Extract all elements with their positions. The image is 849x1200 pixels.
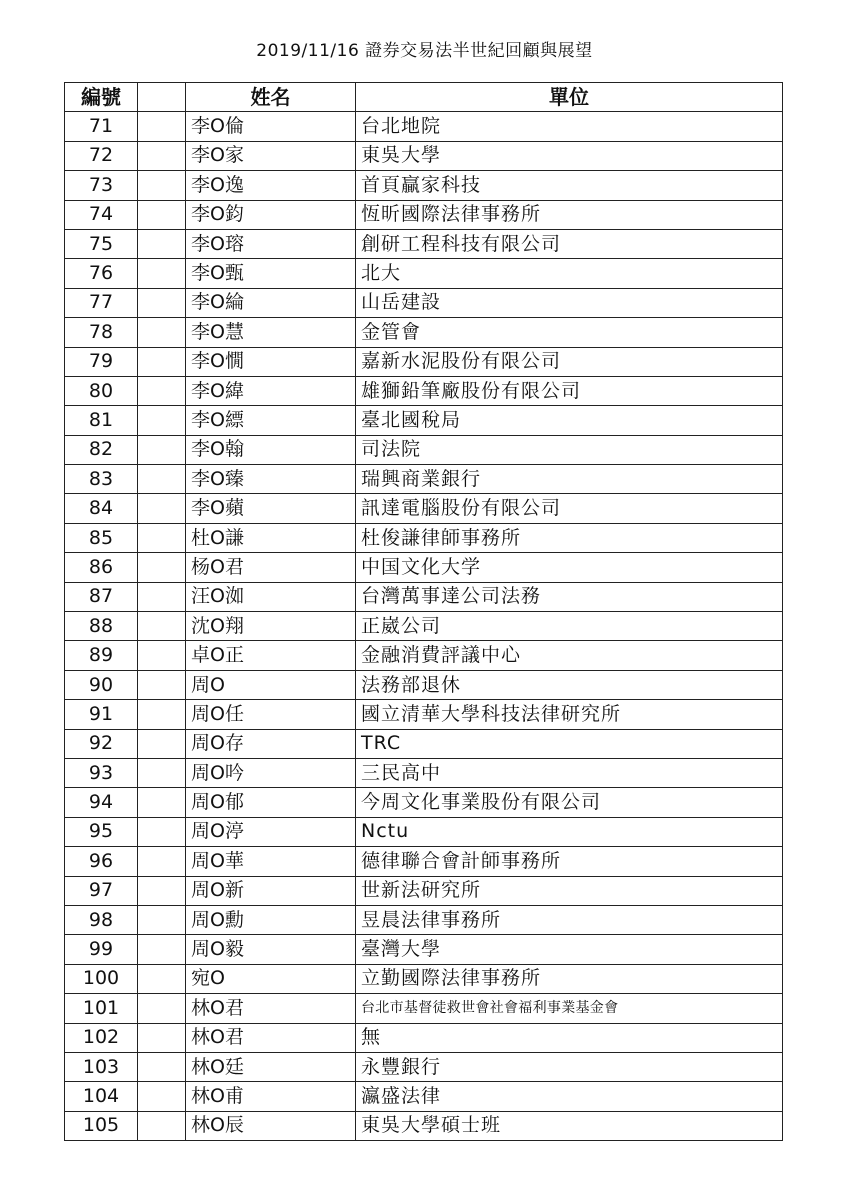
row-name: 李O縹 xyxy=(186,406,356,435)
row-blank-cell xyxy=(138,582,186,611)
row-name: 林O廷 xyxy=(186,1052,356,1081)
table-row xyxy=(65,435,783,464)
row-number: 90 xyxy=(65,670,138,699)
row-name: 周O任 xyxy=(186,700,356,729)
table-row xyxy=(65,112,783,141)
row-number: 88 xyxy=(65,612,138,641)
row-number: 105 xyxy=(65,1111,138,1140)
row-name: 李O甄 xyxy=(186,259,356,288)
row-name: 沈O翔 xyxy=(186,612,356,641)
table-body xyxy=(65,112,783,1141)
row-name: 李O逸 xyxy=(186,171,356,200)
row-unit: 正崴公司 xyxy=(356,612,783,641)
row-number: 81 xyxy=(65,406,138,435)
row-blank-cell xyxy=(138,994,186,1023)
table-row xyxy=(65,494,783,523)
page-title: 2019/11/16 證券交易法半世紀回顧與展望 xyxy=(256,41,593,61)
row-blank-cell xyxy=(138,847,186,876)
table-row xyxy=(65,347,783,376)
row-name: 李O臻 xyxy=(186,465,356,494)
row-name: 李O家 xyxy=(186,141,356,170)
row-number: 101 xyxy=(65,994,138,1023)
row-number: 73 xyxy=(65,171,138,200)
row-blank-cell xyxy=(138,612,186,641)
row-blank-cell xyxy=(138,435,186,464)
row-number: 82 xyxy=(65,435,138,464)
table-row xyxy=(65,376,783,405)
table-row xyxy=(65,847,783,876)
row-number: 104 xyxy=(65,1082,138,1111)
row-name: 李O慧 xyxy=(186,318,356,347)
table-row xyxy=(65,758,783,787)
row-name: 杜O謙 xyxy=(186,523,356,552)
row-unit: 東吳大學 xyxy=(356,141,783,170)
table-row xyxy=(65,612,783,641)
row-unit: 立勤國際法律事務所 xyxy=(356,964,783,993)
row-unit: 昱晨法律事務所 xyxy=(356,905,783,934)
row-number: 103 xyxy=(65,1052,138,1081)
row-blank-cell xyxy=(138,141,186,170)
row-number: 91 xyxy=(65,700,138,729)
row-unit: 臺灣大學 xyxy=(356,935,783,964)
header-number: 編號 xyxy=(65,83,138,112)
row-number: 71 xyxy=(65,112,138,141)
row-blank-cell xyxy=(138,259,186,288)
table-row xyxy=(65,876,783,905)
row-blank-cell xyxy=(138,1023,186,1052)
table-row xyxy=(65,788,783,817)
table-row xyxy=(65,523,783,552)
row-blank-cell xyxy=(138,935,186,964)
table-row xyxy=(65,994,783,1023)
row-unit: Nctu xyxy=(356,817,783,846)
row-unit: 北大 xyxy=(356,259,783,288)
row-unit: 杜俊謙律師事務所 xyxy=(356,523,783,552)
row-unit: 嘉新水泥股份有限公司 xyxy=(356,347,783,376)
row-unit: 訊達電腦股份有限公司 xyxy=(356,494,783,523)
row-name: 李O緯 xyxy=(186,376,356,405)
row-name: 周O勳 xyxy=(186,905,356,934)
row-number: 80 xyxy=(65,376,138,405)
row-unit: 世新法研究所 xyxy=(356,876,783,905)
row-unit: 恆昕國際法律事務所 xyxy=(356,200,783,229)
row-unit: 雄獅鉛筆廠股份有限公司 xyxy=(356,376,783,405)
row-name: 林O君 xyxy=(186,994,356,1023)
row-number: 94 xyxy=(65,788,138,817)
row-name: 卓O正 xyxy=(186,641,356,670)
row-name: 周O渟 xyxy=(186,817,356,846)
row-unit: 法務部退休 xyxy=(356,670,783,699)
row-unit: 司法院 xyxy=(356,435,783,464)
row-blank-cell xyxy=(138,376,186,405)
row-name: 李O倫 xyxy=(186,112,356,141)
table-row xyxy=(65,582,783,611)
row-number: 89 xyxy=(65,641,138,670)
row-name: 林O甫 xyxy=(186,1082,356,1111)
row-unit: 首頁贏家科技 xyxy=(356,171,783,200)
table-row xyxy=(65,641,783,670)
row-unit: 創研工程科技有限公司 xyxy=(356,229,783,258)
row-name: 周O新 xyxy=(186,876,356,905)
table-row xyxy=(65,1111,783,1140)
row-unit: 三民高中 xyxy=(356,758,783,787)
row-blank-cell xyxy=(138,1111,186,1140)
row-number: 83 xyxy=(65,465,138,494)
table-row xyxy=(65,1052,783,1081)
row-unit: 東吳大學碩士班 xyxy=(356,1111,783,1140)
row-blank-cell xyxy=(138,465,186,494)
table-row xyxy=(65,905,783,934)
row-unit: 德律聯合會計師事務所 xyxy=(356,847,783,876)
row-blank-cell xyxy=(138,112,186,141)
row-name: 李O憪 xyxy=(186,347,356,376)
row-blank-cell xyxy=(138,318,186,347)
table-row xyxy=(65,288,783,317)
header-unit: 單位 xyxy=(356,83,783,112)
row-name: 林O辰 xyxy=(186,1111,356,1140)
row-unit: 國立清華大學科技法律研究所 xyxy=(356,700,783,729)
row-number: 99 xyxy=(65,935,138,964)
table-row xyxy=(65,817,783,846)
row-number: 100 xyxy=(65,964,138,993)
row-blank-cell xyxy=(138,964,186,993)
table-row xyxy=(65,1082,783,1111)
row-blank-cell xyxy=(138,494,186,523)
row-blank-cell xyxy=(138,729,186,758)
row-number: 102 xyxy=(65,1023,138,1052)
row-number: 72 xyxy=(65,141,138,170)
row-unit: 金融消費評議中心 xyxy=(356,641,783,670)
table-row xyxy=(65,964,783,993)
table-row xyxy=(65,141,783,170)
row-name: 周O吟 xyxy=(186,758,356,787)
row-blank-cell xyxy=(138,553,186,582)
row-unit: 瑞興商業銀行 xyxy=(356,465,783,494)
row-name: 李O翰 xyxy=(186,435,356,464)
row-unit: 台灣萬事達公司法務 xyxy=(356,582,783,611)
row-name: 李O瑢 xyxy=(186,229,356,258)
row-blank-cell xyxy=(138,817,186,846)
table-row xyxy=(65,670,783,699)
table-row xyxy=(65,553,783,582)
row-number: 85 xyxy=(65,523,138,552)
table-row xyxy=(65,318,783,347)
row-blank-cell xyxy=(138,700,186,729)
row-unit: 瀛盛法律 xyxy=(356,1082,783,1111)
table-row xyxy=(65,1023,783,1052)
row-name: 李O綸 xyxy=(186,288,356,317)
row-blank-cell xyxy=(138,1052,186,1081)
table-row xyxy=(65,259,783,288)
header-blank xyxy=(138,83,186,112)
row-unit: TRC xyxy=(356,729,783,758)
table-header-row xyxy=(65,83,783,112)
row-unit: 無 xyxy=(356,1023,783,1052)
row-blank-cell xyxy=(138,229,186,258)
row-blank-cell xyxy=(138,788,186,817)
row-name: 李O鈞 xyxy=(186,200,356,229)
table-row xyxy=(65,229,783,258)
row-unit: 金管會 xyxy=(356,318,783,347)
row-name: 周O xyxy=(186,670,356,699)
row-name: 宛O xyxy=(186,964,356,993)
row-blank-cell xyxy=(138,171,186,200)
row-blank-cell xyxy=(138,523,186,552)
row-blank-cell xyxy=(138,758,186,787)
row-blank-cell xyxy=(138,905,186,934)
header-name: 姓名 xyxy=(186,83,356,112)
row-number: 96 xyxy=(65,847,138,876)
row-blank-cell xyxy=(138,288,186,317)
row-number: 77 xyxy=(65,288,138,317)
row-blank-cell xyxy=(138,641,186,670)
row-name: 林O君 xyxy=(186,1023,356,1052)
row-number: 86 xyxy=(65,553,138,582)
row-number: 98 xyxy=(65,905,138,934)
row-blank-cell xyxy=(138,200,186,229)
table-row xyxy=(65,406,783,435)
row-number: 93 xyxy=(65,758,138,787)
row-number: 74 xyxy=(65,200,138,229)
row-blank-cell xyxy=(138,876,186,905)
row-blank-cell xyxy=(138,1082,186,1111)
row-number: 92 xyxy=(65,729,138,758)
row-unit: 今周文化事業股份有限公司 xyxy=(356,788,783,817)
row-unit: 永豐銀行 xyxy=(356,1052,783,1081)
row-blank-cell xyxy=(138,347,186,376)
row-name: 周O華 xyxy=(186,847,356,876)
attendee-table xyxy=(64,82,783,1141)
row-number: 79 xyxy=(65,347,138,376)
row-unit: 中国文化大学 xyxy=(356,553,783,582)
row-name: 汪O洳 xyxy=(186,582,356,611)
row-blank-cell xyxy=(138,406,186,435)
table-row xyxy=(65,729,783,758)
table-row xyxy=(65,935,783,964)
row-name: 周O毅 xyxy=(186,935,356,964)
row-name: 周O郁 xyxy=(186,788,356,817)
row-blank-cell xyxy=(138,670,186,699)
row-number: 95 xyxy=(65,817,138,846)
row-unit: 山岳建設 xyxy=(356,288,783,317)
row-number: 87 xyxy=(65,582,138,611)
row-name: 李O蘋 xyxy=(186,494,356,523)
table-row xyxy=(65,171,783,200)
row-number: 75 xyxy=(65,229,138,258)
row-unit: 台北地院 xyxy=(356,112,783,141)
row-unit: 台北市基督徒救世會社會福利事業基金會 xyxy=(356,994,783,1023)
row-number: 84 xyxy=(65,494,138,523)
row-number: 78 xyxy=(65,318,138,347)
row-name: 杨O君 xyxy=(186,553,356,582)
table-row xyxy=(65,465,783,494)
table-row xyxy=(65,200,783,229)
row-number: 97 xyxy=(65,876,138,905)
table-row xyxy=(65,700,783,729)
row-unit: 臺北國稅局 xyxy=(356,406,783,435)
row-number: 76 xyxy=(65,259,138,288)
row-name: 周O存 xyxy=(186,729,356,758)
